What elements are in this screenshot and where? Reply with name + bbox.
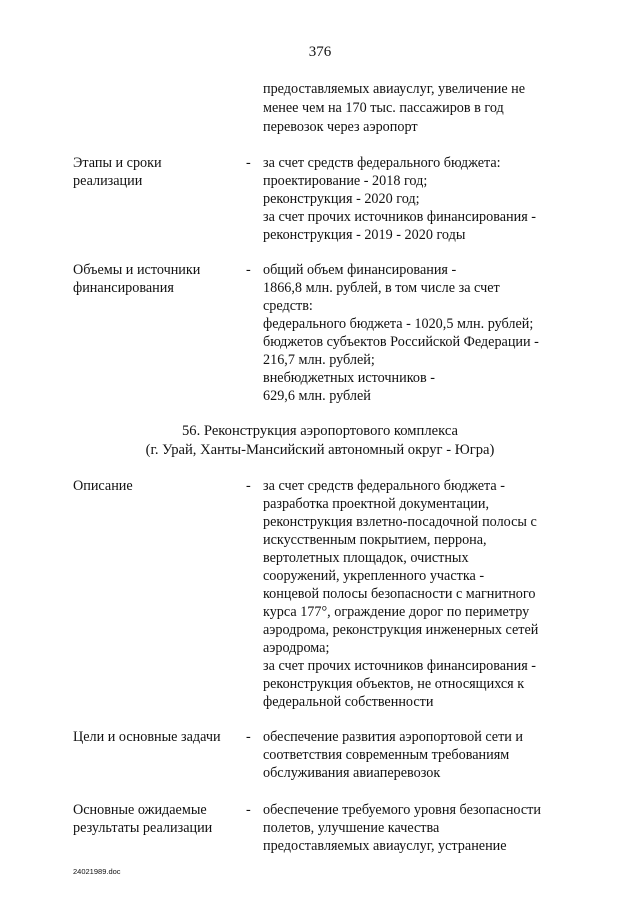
description-line: вертолетных площадок, очистных [263, 550, 469, 566]
description-line: за счет средств федерального бюджета - [263, 478, 505, 494]
stages-line: реконструкция - 2019 - 2020 годы [263, 227, 466, 243]
description-line: за счет прочих источников финансирования - [263, 658, 537, 674]
results-line: полетов, улучшение качества [263, 820, 440, 836]
description-line: реконструкция объектов, не относящихся к [263, 676, 525, 692]
financing-line: средств: [263, 298, 313, 314]
stages-line: проектирование - 2018 год; [263, 173, 428, 189]
stages-line: за счет средств федерального бюджета: [263, 155, 501, 171]
financing-label: финансирования [73, 280, 174, 296]
stages-line: за счет прочих источников финансирования - [263, 209, 537, 225]
description-line: концевой полосы безопасности с магнитного [263, 586, 536, 602]
stages-label: Этапы и сроки [73, 155, 162, 171]
section-heading: (г. Урай, Ханты-Мансийский автономный округ - Югра) [145, 442, 495, 458]
financing-label: Объемы и источники [73, 262, 201, 278]
page-number: 376 [308, 44, 332, 60]
description-dash: - [246, 478, 251, 494]
financing-line: бюджетов субъектов Российской Федерации - [263, 334, 539, 350]
financing-line: 216,7 млн. рублей; [263, 352, 375, 368]
goals-line: соответствия современным требованиям [263, 747, 510, 763]
stages-label: реализации [73, 173, 143, 189]
goals-line: обеспечение развития аэропортовой сети и [263, 729, 524, 745]
financing-line: федерального бюджета - 1020,5 млн. рублей; [263, 316, 534, 332]
description-line: аэродрома, реконструкция инженерных сетей [263, 622, 539, 638]
intro-line: предоставляемых авиауслуг, увеличение не [263, 81, 526, 97]
financing-line: 1866,8 млн. рублей, в том числе за счет [263, 280, 500, 296]
section-heading: 56. Реконструкция аэропортового комплекса [182, 423, 458, 439]
description-label: Описание [73, 478, 133, 494]
description-line: сооружений, укрепленного участка - [263, 568, 485, 584]
results-label: результаты реализации [73, 820, 213, 836]
goals-dash: - [246, 729, 251, 745]
results-line: предоставляемых авиауслуг, устранение [263, 838, 507, 854]
goals-label: Цели и основные задачи [73, 729, 221, 745]
description-line: аэродрома; [263, 640, 330, 656]
financing-dash: - [246, 262, 251, 278]
goals-line: обслуживания авиаперевозок [263, 765, 441, 781]
stages-line: реконструкция - 2020 год; [263, 191, 420, 207]
description-line: искусственным покрытием, перрона, [263, 532, 487, 548]
description-line: курса 177°, ограждение дорог по периметру [263, 604, 530, 620]
description-line: разработка проектной документации, [263, 496, 489, 512]
financing-line: 629,6 млн. рублей [263, 388, 371, 404]
description-line: реконструкция взлетно-посадочной полосы с [263, 514, 537, 530]
intro-line: перевозок через аэропорт [263, 119, 418, 135]
intro-line: менее чем на 170 тыс. пассажиров в год [263, 100, 504, 116]
results-label: Основные ожидаемые [73, 802, 207, 818]
results-line: обеспечение требуемого уровня безопасности [263, 802, 541, 818]
stages-dash: - [246, 155, 251, 171]
financing-line: внебюджетных источников - [263, 370, 435, 386]
description-line: федеральной собственности [263, 694, 434, 710]
financing-line: общий объем финансирования - [263, 262, 457, 278]
document-footer: 24021989.doc [73, 867, 121, 876]
results-dash: - [246, 802, 251, 818]
